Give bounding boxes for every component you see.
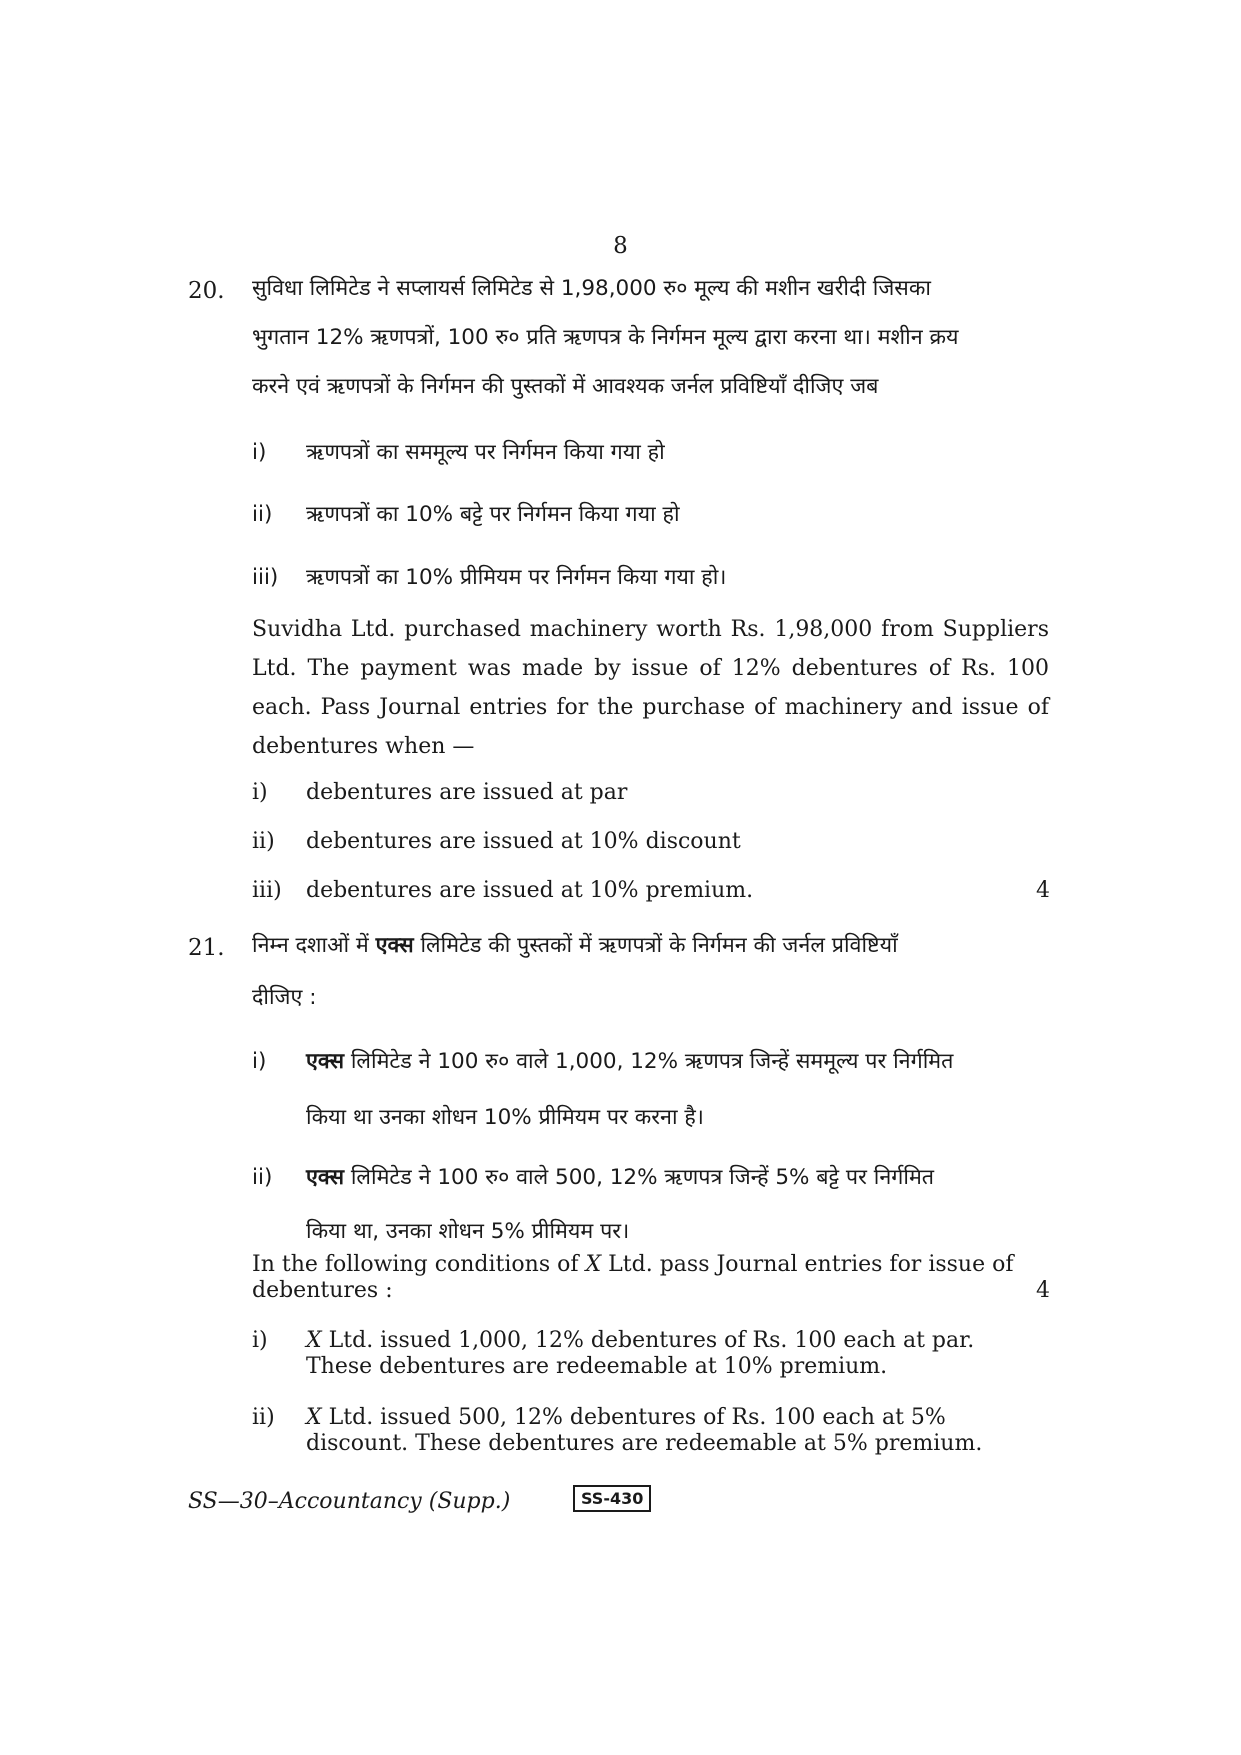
q21-english-option-1-line1 (306, 1328, 1049, 1354)
q21-hindi-intro (252, 921, 1049, 970)
question-21-number: 21. (188, 935, 225, 961)
question-20-number: 20. (188, 278, 225, 304)
q21-hindi-intro-part2: लिमिटेड की पुस्तकों में ऋणपत्रों के निर्गमन की जर्नल प्रविष्टियाँ (413, 933, 898, 958)
q20-english-option-text: debentures are issued at par (306, 780, 628, 805)
q20-hindi-option-text: ऋणपत्रों का 10% बट्टे पर निर्गमन किया गया हो (306, 502, 680, 527)
q20-hindi-line-1: सुविधा लिमिटेड ने सप्लायर्स लिमिटेड से 1,98,000 रु० मूल्य की मशीन खरीदी जिसका (252, 276, 931, 301)
q21-english-intro (252, 1252, 1049, 1278)
q21-english-option-2-line1 (306, 1405, 1049, 1431)
q20-hindi-option-label: ii) (252, 502, 273, 527)
q21-english-option-label: i) (252, 1328, 268, 1353)
q21-english-intro-line2: debentures : (252, 1278, 393, 1303)
q20-hindi-option-label: i) (252, 440, 267, 465)
q20-hindi-option-text: ऋणपत्रों का 10% प्रीमियम पर निर्गमन किया गया हो। (306, 565, 727, 590)
q21-hindi-option-1-line2: किया था उनका शोधन 10% प्रीमियम पर करना है। (306, 1105, 704, 1130)
q21-english-option-2-line2: discount. These debentures are redeemable at 5% premium. (306, 1431, 983, 1456)
q21-hindi-option-label: i) (252, 1049, 267, 1074)
q21-hindi-intro-bold: एक्स (375, 933, 414, 958)
q20-english-text: Suvidha Ltd. purchased machinery worth Rs. 1,98,000 from Suppliers Ltd. The payment was made by issue of 12% debentures of Rs. 100 each. Pass Journal entries for the purchase of machinery and issue of debentures when — (252, 617, 1049, 759)
q21-english-option-1-x: X (306, 1328, 322, 1353)
q21-hindi-option-2-text: लिमिटेड ने 100 रु० वाले 500, 12% ऋणपत्र जिन्हें 5% बट्टे पर निर्गमित (344, 1165, 935, 1190)
footer-subject: SS—30–Accountancy (Supp.) (188, 1489, 511, 1514)
page-number: 8 (613, 233, 628, 259)
q20-english-option-text: debentures are issued at 10% premium. (306, 878, 754, 903)
q21-english-intro-before: In the following conditions of (252, 1252, 586, 1277)
q20-hindi-option-text: ऋणपत्रों का सममूल्य पर निर्गमन किया गया हो (306, 440, 665, 465)
q21-english-option-1-text: Ltd. issued 1,000, 12% debentures of Rs. 100 each at par. (321, 1328, 975, 1353)
footer-paper-code: SS-430 (573, 1485, 651, 1512)
q21-english-intro-after: Ltd. pass Journal entries for issue of (601, 1252, 1014, 1277)
q21-hindi-option-2-line1 (306, 1153, 1049, 1202)
q20-english-option-label: ii) (252, 829, 275, 854)
q21-marks: 4 (1036, 1278, 1050, 1303)
q21-english-option-label: ii) (252, 1405, 275, 1430)
q20-hindi-option-label: iii) (252, 565, 279, 590)
q20-english-option-text: debentures are issued at 10% discount (306, 829, 741, 854)
q20-hindi-line-2: भुगतान 12% ऋणपत्रों, 100 रु० प्रति ऋणपत्र के निर्गमन मूल्य द्वारा करना था। मशीन क्रय (252, 325, 959, 350)
q21-hindi-option-1-text: लिमिटेड ने 100 रु० वाले 1,000, 12% ऋणपत्र जिन्हें सममूल्य पर निर्गमित (344, 1049, 954, 1074)
q21-hindi-option-2-line2: किया था, उनका शोधन 5% प्रीमियम पर। (306, 1219, 630, 1244)
q21-hindi-option-1-line1 (306, 1037, 1049, 1086)
q20-english-option-label: i) (252, 780, 268, 805)
q21-english-intro-x: X (585, 1252, 602, 1277)
q20-english-option-label: iii) (252, 878, 282, 903)
q21-hindi-option-1-bold: एक्स (306, 1049, 345, 1074)
q20-marks: 4 (1036, 878, 1050, 903)
q21-hindi-intro-line2: दीजिए : (252, 985, 317, 1010)
q21-english-option-2-x: X (306, 1405, 322, 1430)
q21-hindi-intro-part1: निम्न दशाओं में (252, 933, 376, 958)
q21-english-option-1-line2: These debentures are redeemable at 10% premium. (306, 1354, 888, 1379)
q20-hindi-line-3: करने एवं ऋणपत्रों के निर्गमन की पुस्तकों में आवश्यक जर्नल प्रविष्टियाँ दीजिए जब (252, 374, 879, 399)
q21-hindi-option-label: ii) (252, 1165, 273, 1190)
q21-english-option-2-text: Ltd. issued 500, 12% debentures of Rs. 100 each at 5% (321, 1405, 946, 1430)
q21-hindi-option-2-bold: एक्स (306, 1165, 345, 1190)
